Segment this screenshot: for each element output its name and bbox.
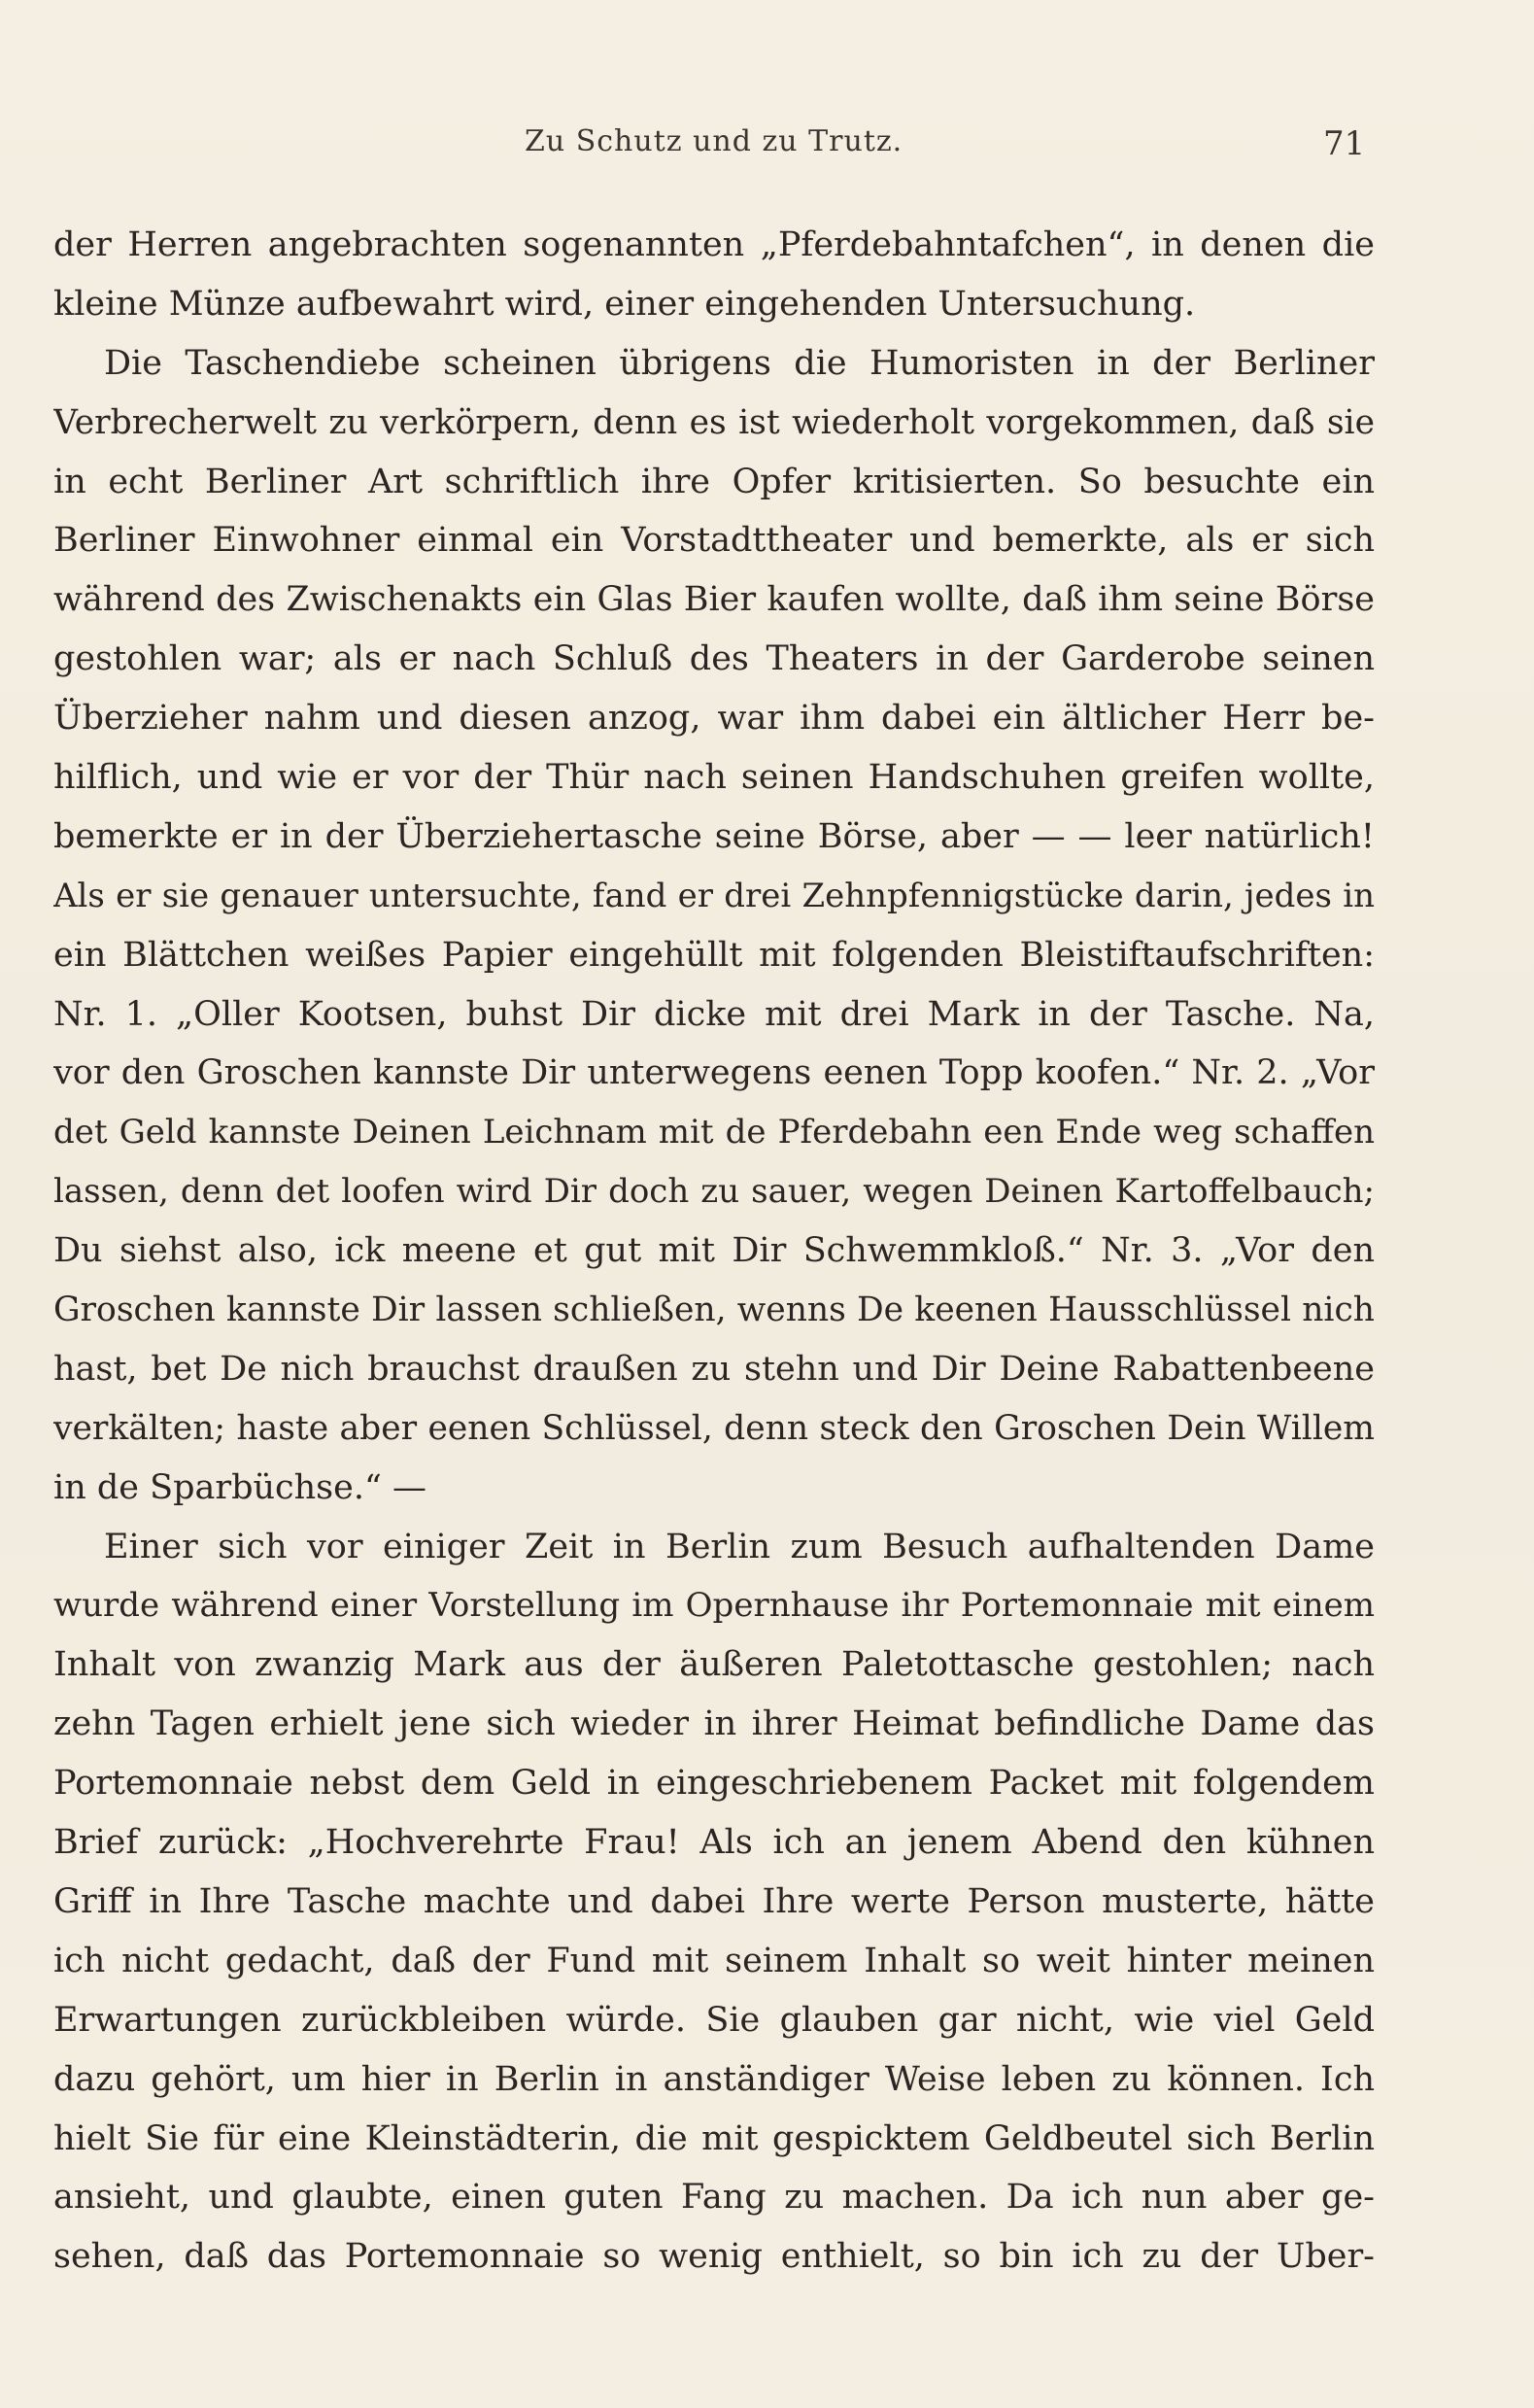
text-line: gestohlen war; als er nach Schluß des Theaters in der Garderobe seinen [53, 639, 1375, 679]
text-line: hilflich, und wie er vor der Thür nach seinen Handschuhen greifen wollte, [53, 758, 1375, 798]
text-line: Du siehst also, ick meene et gut mit Dir Schwemmkloß.“ Nr. 3. „Vor den [53, 1231, 1375, 1271]
page-number: 71 [1323, 124, 1366, 163]
text-line: Portemonnaie nebst dem Geld in eingeschriebenem Packet mit folgendem [53, 1764, 1375, 1804]
text-line: Berliner Einwohner einmal ein Vorstadttheater und bemerkte, als er sich [53, 521, 1375, 561]
text-line: kleine Münze aufbewahrt wird, einer eingehenden Untersuchung. [53, 284, 1196, 324]
text-line: Inhalt von zwanzig Mark aus der äußeren Paletottasche gestohlen; nach [53, 1645, 1375, 1685]
text-line: Überzieher nahm und diesen anzog, war ihm dabei ein ältlicher Herr be- [53, 699, 1375, 739]
text-line: sehen, daß das Portemonnaie so wenig enthielt, so bin ich zu der Uber- [53, 2237, 1375, 2277]
text-line: hielt Sie für eine Kleinstädterin, die mit gespicktem Geldbeutel sich Berlin [53, 2118, 1375, 2158]
text-line: Einer sich vor einiger Zeit in Berlin zum Besuch aufhaltenden Dame [104, 1527, 1375, 1566]
text-line: in echt Berliner Art schriftlich ihre Opfer kritisierten. So besuchte ein [53, 462, 1375, 501]
text-line: wurde während einer Vorstellung im Opernhause ihr Portemonnaie mit einem [53, 1586, 1375, 1626]
text-line: Erwartungen zurückbleiben würde. Sie glauben gar nicht, wie viel Geld [53, 2000, 1375, 2040]
text-line: ein Blättchen weißes Papier eingehüllt mit folgenden Bleistiftaufschriften: [53, 935, 1375, 975]
text-line: verkälten; haste aber eenen Schlüssel, denn steck den Groschen Dein Willem [53, 1408, 1375, 1448]
text-line: Nr. 1. „Oller Kootsen, buhst Dir dicke mit drei Mark in der Tasche. Na, [53, 994, 1375, 1034]
running-title: Zu Schutz und zu Trutz. [525, 124, 903, 158]
text-line: det Geld kannste Deinen Leichnam mit de Pferdebahn een Ende weg schaffen [53, 1113, 1375, 1152]
text-line: dazu gehört, um hier in Berlin in anständiger Weise leben zu können. Ich [53, 2059, 1375, 2099]
text-line: hast, bet De nich brauchst draußen zu stehn und Dir Deine Rabattenbeene [53, 1349, 1375, 1389]
text-line: Groschen kannste Dir lassen schließen, wenns De keenen Hausschlüssel nich [53, 1290, 1375, 1330]
text-line: Brief zurück: „Hochverehrte Frau! Als ich an jenem Abend den kühnen [53, 1823, 1375, 1863]
text-line: in de Sparbüchse.“ — [53, 1467, 426, 1507]
text-line: zehn Tagen erhielt jene sich wieder in ihrer Heimat befindliche Dame das [53, 1704, 1375, 1744]
text-line: vor den Groschen kannste Dir unterwegens eenen Topp koofen.“ Nr. 2. „Vor [53, 1053, 1375, 1093]
text-line: ich nicht gedacht, daß der Fund mit seinem Inhalt so weit hinter meinen [53, 1941, 1375, 1980]
text-line: Als er sie genauer untersuchte, fand er drei Zehnpfennigstücke darin, jedes in [53, 876, 1375, 915]
text-line: während des Zwischenakts ein Glas Bier kaufen wollte, daß ihm seine Börse [53, 580, 1375, 620]
text-line: bemerkte er in der Überziehertasche seine Börse, aber — — leer natürlich! [53, 816, 1375, 856]
body-text [53, 216, 1375, 2287]
text-line: ansieht, und glaubte, einen guten Fang zu machen. Da ich nun aber ge- [53, 2178, 1375, 2218]
text-line: der Herren angebrachten sogenannten „Pferdebahntafchen“, in denen die [53, 225, 1375, 264]
text-line: Griff in Ihre Tasche machte und dabei Ihre werte Person musterte, hätte [53, 1881, 1375, 1921]
text-line: Die Taschendiebe scheinen übrigens die Humoristen in der Berliner [104, 343, 1375, 383]
text-line: lassen, denn det loofen wird Dir doch zu sauer, wegen Deinen Kartoffelbauch; [53, 1172, 1375, 1212]
text-line: Verbrecherwelt zu verkörpern, denn es ist wiederholt vorgekommen, daß sie [53, 402, 1375, 442]
